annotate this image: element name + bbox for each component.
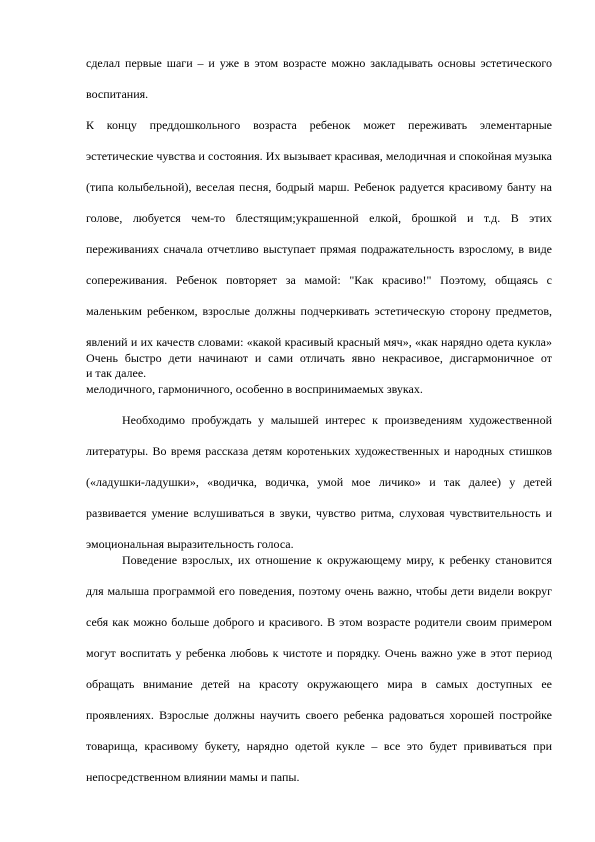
paragraph-literature: Необходимо пробуждать у малышей интерес к произведениям художественной литературы. Во время рассказа детям коротеньких художественных и народных стишков («ладушки-ладушки», «водичка, водичка, умой мое личико» и так далее) у детей развивается умение вслушиваться в звуки, чувство ритма, слуховая чувствительность и эмоциональная выразительность голоса. bbox=[86, 413, 552, 551]
paragraph-adult-behavior: Поведение взрослых, их отношение к окружающему миру, к ребенку становится для малыша программой его поведения, поэтому очень важно, чтобы дети видели вокруг себя как можно больше доброго и красивого. В этом возрасте родители своим примером могут воспитать у ребенка любовь к чистоте и порядку. Очень важно уже в этот период обращать внимание детей на красоту окружающего мира в самых доступных ее проявлениях. Взрослые должны научить своего ребенка радоваться хорошей постройке товарища, красивому букету, нарядно одетой кукле – все это будет прививаться при непосредственном влиянии мамы и папы. bbox=[86, 553, 552, 784]
paragraph-distinguishing: Очень быстро дети начинают и сами отличать явно некрасивое, дисгармоничное от мелодичного, гармоничного, особенно в воспринимаемых звуках. bbox=[86, 351, 552, 396]
paragraph-continuation: сделал первые шаги – и уже в этом возрасте можно закладывать основы эстетического воспитания. bbox=[86, 56, 552, 101]
paragraph-aesthetic-feelings: К концу преддошкольного возраста ребенок может переживать элементарные эстетические чувства и состояния. Их вызывает красивая, мелодичная и спокойная музыка (типа колыбельной), веселая песня, бодрый марш. Ребенок радуется красивому банту на голове, любуется чем-то блестящим;украшенной елкой, брошкой и т.д. В этих переживаниях сначала отчетливо выступает прямая подражательность взрослому, в виде сопереживания. Ребенок повторяет за мамой: "Как красиво!" Поэтому, общаясь с маленьким ребенком, взрослые должны подчеркивать эстетическую сторону предметов, явлений и их качеств словами: «какой красивый красный мяч», «как нарядно одета кукла» и так далее. bbox=[86, 118, 552, 380]
